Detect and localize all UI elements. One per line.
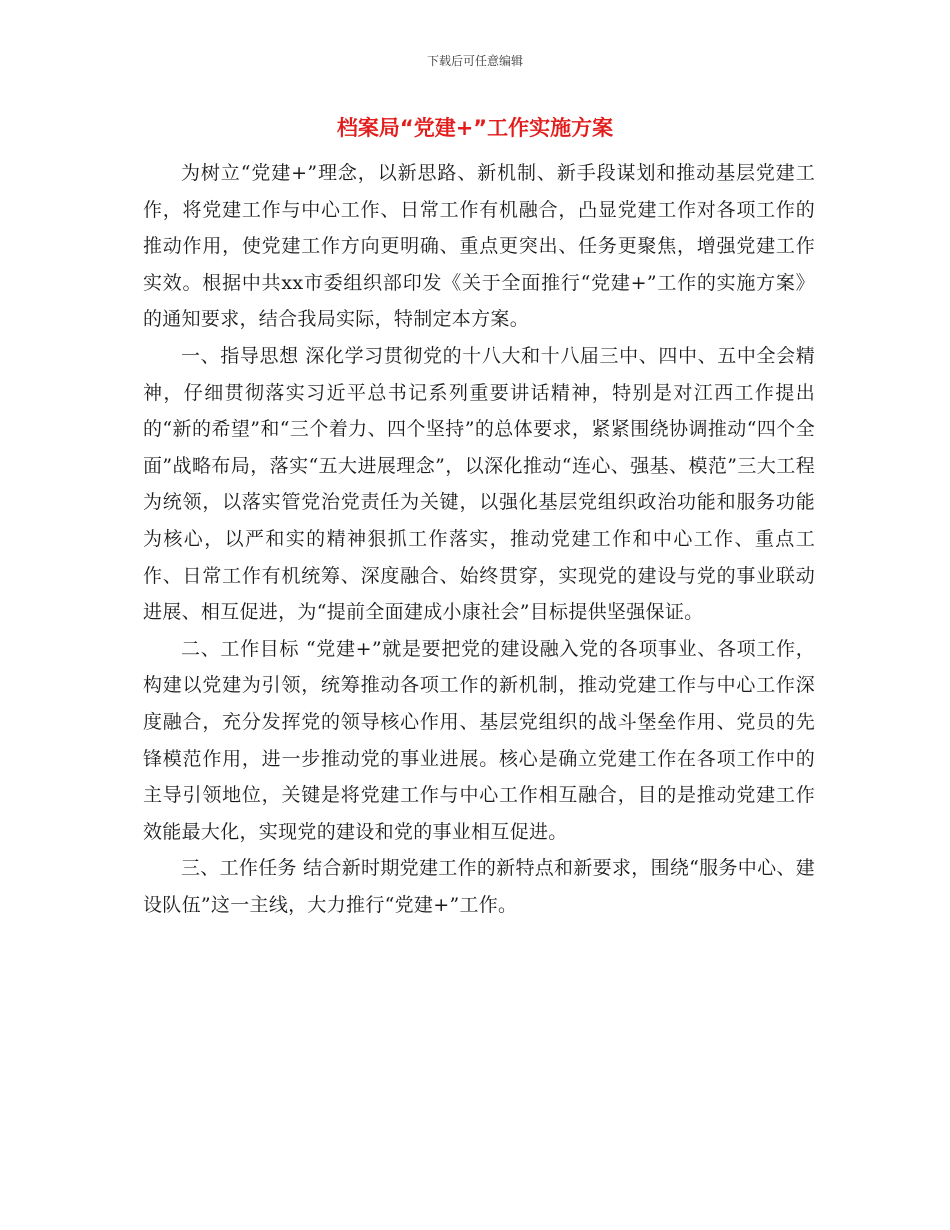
paragraph-work-goals: 二、工作目标 “党建+”就是要把党的建设融入党的各项事业、各项工作，构建以党建为引领，统筹推动各项工作的新机制，推动党建工作与中心工作深度融合，充分发挥党的领导核心作用、基层党组织的战斗堡垒作用、党员的先锋模范作用，进一步推动党的事业进展。核心是确立党建工作在各项工作中的主导引领地位，关键是将党建工作与中心工作相互融合，目的是推动党建工作效能最大化，实现党的建设和党的事业相互促进。 <box>143 637 815 843</box>
document-title: 档案局“党建+”工作实施方案 <box>336 116 614 140</box>
header-note: 下载后可任意编辑 <box>426 54 523 68</box>
paragraph-intro: 为树立“党建+”理念，以新思路、新机制、新手段谋划和推动基层党建工作，将党建工作与中心工作、日常工作有机融合，凸显党建工作对各项工作的推动作用，使党建工作方向更明确、重点更突出、任务更聚焦，增强党建工作实效。根据中共xx市委组织部印发《关于全面推行“党建+”工作的实施方案》的通知要求，结合我局实际，特制定本方案。 <box>143 162 815 331</box>
paragraph-guiding-ideology: 一、指导思想 深化学习贯彻党的十八大和十八届三中、四中、五中全会精神，仔细贯彻落实习近平总书记系列重要讲话精神，特别是对江西工作提出的“新的希望”和“三个着力、四个坚持”的总体要求，紧紧围绕协调推动“四个全面”战略布局，落实“五大进展理念”，以深化推动“连心、强基、模范”三大工程为统领，以落实管党治党责任为关键，以强化基层党组织政治功能和服务功能为核心，以严和实的精神狠抓工作落实，推动党建工作和中心工作、重点工作、日常工作有机统筹、深度融合、始终贯穿，实现党的建设与党的事业联动进展、相互促进，为“提前全面建成小康社会”目标提供坚强保证。 <box>143 344 815 624</box>
paragraph-work-tasks: 三、工作任务 结合新时期党建工作的新特点和新要求，围绕“服务中心、建设队伍”这一主线，大力推行“党建+”工作。 <box>143 857 815 916</box>
document-body <box>143 155 815 923</box>
